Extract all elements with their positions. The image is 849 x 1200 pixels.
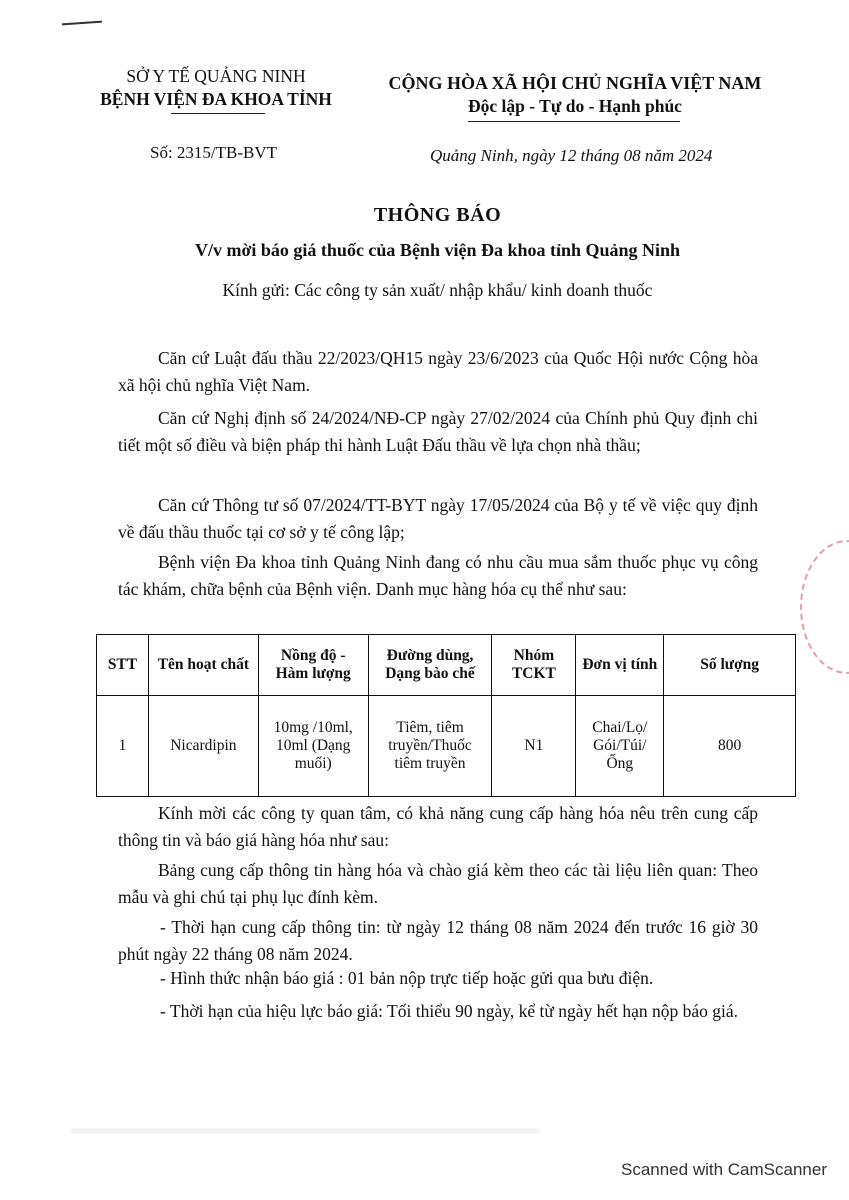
table-cell: 10mg /10ml, 10ml (Dạng muối) xyxy=(258,696,368,797)
submission-method-item: - Hình thức nhận báo giá : 01 bản nộp trực tiếp hoặc gửi qua bưu điện. xyxy=(160,968,654,988)
goods-table xyxy=(96,634,796,797)
place-date: Quảng Ninh, ngày 12 tháng 08 năm 2024 xyxy=(430,146,713,165)
table-cell: 1 xyxy=(97,696,149,797)
document-subject: V/v mời báo giá thuốc của Bệnh viện Đa khoa tỉnh Quảng Ninh xyxy=(194,240,681,260)
legal-basis-paragraph: Căn cứ Nghị định số 24/2024/NĐ-CP ngày 27/02/2024 của Chính phủ Quy định chi tiết một số điều và biện pháp thi hành Luật Đấu thầu về lựa chọn nhà thầu; xyxy=(118,408,758,455)
header-divider-right xyxy=(468,121,680,122)
attachment-paragraph: Bảng cung cấp thông tin hàng hóa và chào giá kèm theo các tài liệu liên quan: Theo mẫu và ghi chú tại phụ lục đính kèm. xyxy=(118,860,758,907)
issuing-authority: SỞ Y TẾ QUẢNG NINH xyxy=(126,66,306,86)
deadline-item: - Thời hạn cung cấp thông tin: từ ngày 12 tháng 08 năm 2024 đến trước 16 giờ 30 phút ngày 22 tháng 08 năm 2024. xyxy=(118,917,758,964)
invitation-paragraph: Kính mời các công ty quan tâm, có khả năng cung cấp hàng hóa nêu trên cung cấp thông tin và báo giá hàng hóa như sau: xyxy=(118,803,758,850)
national-title: CỘNG HÒA XÃ HỘI CHỦ NGHĨA VIỆT NAM xyxy=(388,73,762,93)
legal-basis-paragraph: Căn cứ Thông tư số 07/2024/TT-BYT ngày 17/05/2024 của Bộ y tế về việc quy định về đấu thầu thuốc tại cơ sở y tế công lập; xyxy=(118,495,758,542)
purpose-paragraph: Bệnh viện Đa khoa tỉnh Quảng Ninh đang có nhu cầu mua sắm thuốc phục vụ công tác khám, chữa bệnh của Bệnh viện. Danh mục hàng hóa cụ thể như sau: xyxy=(118,552,758,599)
table-cell: Chai/Lọ/ Gói/Túi/ Ống xyxy=(576,696,664,797)
recipient-line: Kính gửi: Các công ty sản xuất/ nhập khẩu/ kinh doanh thuốc xyxy=(222,280,653,300)
column-header: Nhóm TCKT xyxy=(492,635,576,696)
scanner-watermark: Scanned with CamScanner xyxy=(620,1160,827,1179)
red-stamp-partial xyxy=(800,540,849,674)
document-number: Số: 2315/TB-BVT xyxy=(150,143,278,162)
column-header: Đường dùng, Dạng bào chế xyxy=(368,635,492,696)
column-header: Đơn vị tính xyxy=(576,635,664,696)
table-cell: Nicardipin xyxy=(148,696,258,797)
header-divider-left xyxy=(171,113,265,114)
column-header: Nồng độ - Hàm lượng xyxy=(258,635,368,696)
validity-item: - Thời hạn của hiệu lực báo giá: Tối thiểu 90 ngày, kể từ ngày hết hạn nộp báo giá. xyxy=(160,1001,739,1021)
table-row xyxy=(97,696,796,797)
table-cell: N1 xyxy=(492,696,576,797)
column-header: Tên hoạt chất xyxy=(148,635,258,696)
column-header: STT xyxy=(97,635,149,696)
table-cell: Tiêm, tiêm truyền/Thuốc tiêm truyền xyxy=(368,696,492,797)
table-header-row xyxy=(97,635,796,696)
faint-bleed-through xyxy=(70,1128,540,1134)
issuing-hospital: BỆNH VIỆN ĐA KHOA TỈNH xyxy=(100,89,332,109)
pen-mark xyxy=(62,21,102,26)
document-title: THÔNG BÁO xyxy=(373,204,502,226)
national-motto: Độc lập - Tự do - Hạnh phúc xyxy=(468,96,682,116)
legal-basis-paragraph: Căn cứ Luật đấu thầu 22/2023/QH15 ngày 23/6/2023 của Quốc Hội nước Cộng hòa xã hội chủ nghĩa Việt Nam. xyxy=(118,348,758,395)
table-cell: 800 xyxy=(664,696,796,797)
column-header: Số lượng xyxy=(664,635,796,696)
